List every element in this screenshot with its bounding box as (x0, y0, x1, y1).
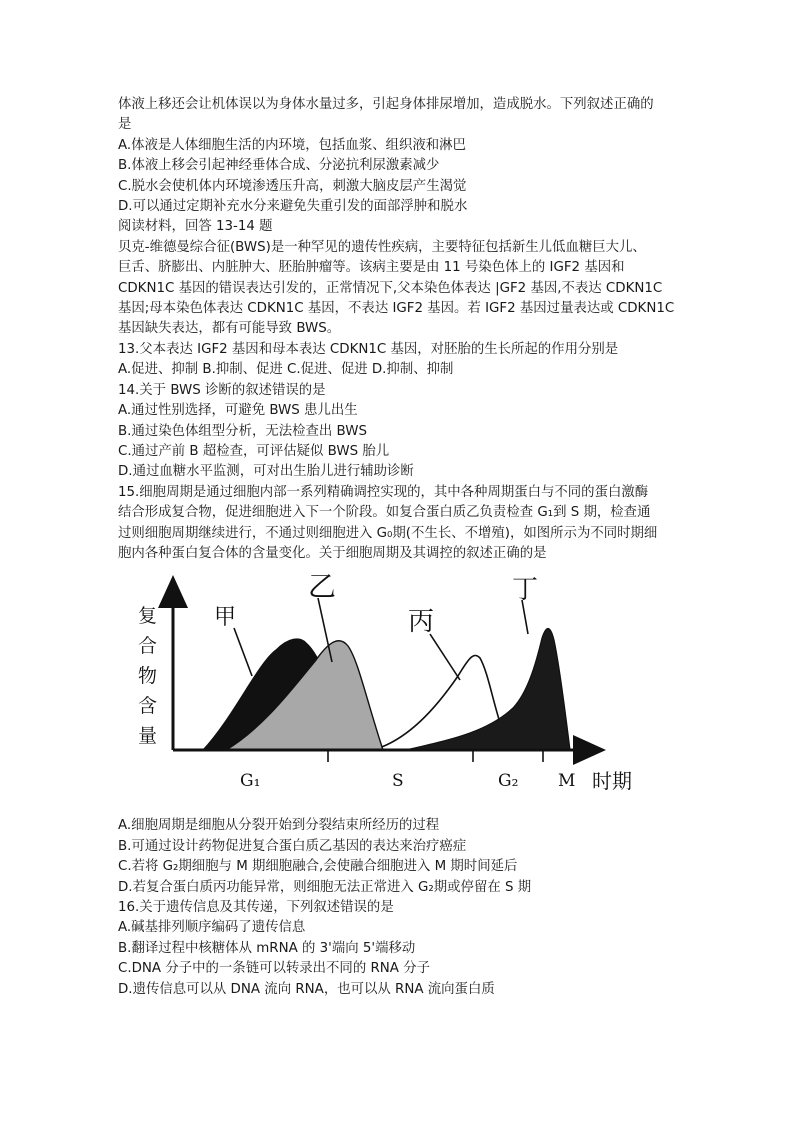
q15-option-a: A.细胞周期是细胞从分裂开始到分裂结束所经历的过程 (118, 818, 440, 834)
q14-stem: 14.关于 BWS 诊断的叙述错误的是 (118, 382, 326, 398)
q14-option-b: B.通过染色体组型分析，无法检查出 BWS (118, 423, 368, 439)
q14-option-a: A.通过性别选择，可避免 BWS 患儿出生 (118, 403, 358, 419)
reading-header: 阅读材料，回答 13-14 题 (118, 219, 273, 235)
y-axis-label-char: 复 (138, 605, 158, 628)
y-axis-label-char: 量 (138, 725, 158, 748)
intro-line: 体液上移还会让机体误以为身体水量过多，引起身体排尿增加，造成脱水。下列叙述正确的 (118, 97, 654, 112)
phase-label-s: S (392, 771, 404, 792)
exam-page (118, 95, 684, 1000)
q15-option-c: C.若将 G₂期细胞与 M 期细胞融合,会使融合细胞进入 M 期时间延后 (118, 859, 518, 875)
q15-option-b: B.可通过设计药物促进复合蛋白质乙基因的表达来治疗癌症 (118, 838, 467, 854)
leader-bing-1 (430, 634, 460, 680)
material-line: 贝克-维德曼综合征(BWS)是一种罕见的遗传性疾病，主要特征包括新生儿低血糖巨大儿、 (118, 239, 646, 255)
q16-option-a: A.碱基排列顺序编码了遗传信息 (118, 920, 306, 936)
q12-option-a: A.体液是人体细胞生活的内环境，包括血浆、组织液和淋巴 (118, 137, 466, 153)
q12-option-b: B.体液上移会引起神经垂体合成、分泌抗利尿激素减少 (118, 158, 440, 174)
q13-stem: 13.父本表达 IGF2 基因和母本表达 CDKN1C 基因，对胚胎的生长所起的作用分别是 (118, 341, 619, 357)
q15-option-d: D.若复合蛋白质丙功能异常，则细胞无法正常进入 G₂期或停留在 S 期 (118, 879, 532, 895)
y-axis-label-char: 合 (138, 635, 158, 658)
q16-stem: 16.关于遗传信息及其传递，下列叙述错误的是 (118, 899, 394, 915)
q16-option-c: C.DNA 分子中的一条链可以转录出不同的 RNA 分子 (118, 961, 430, 977)
q15-stem-line: 胞内各种蛋白复合体的含量变化。关于细胞周期及其调控的叙述正确的是 (118, 545, 547, 561)
phase-label-g1: G₁ (240, 771, 261, 792)
q13-options: A.促进、抑制 B.抑制、促进 C.促进、促进 D.抑制、抑制 (118, 362, 454, 378)
curve-label-jia: 甲 (214, 605, 237, 631)
q16-option-b: B.翻译过程中核糖体从 mRNA 的 3'端向 5'端移动 (118, 940, 416, 956)
q15-stem-line: 结合形成复合物，促进细胞进入下一个阶段。如复合蛋白质乙负责检查 G₁到 S 期，检查通 (118, 505, 651, 521)
q14-option-c: C.通过产前 B 超检查，可评估疑似 BWS 胎儿 (118, 443, 390, 459)
q15-stem-line: 过则细胞周期继续进行，不通过则细胞进入 G₀期(不生长、不增殖)，如图所示为不同时期细 (118, 525, 658, 541)
cell-cycle-figure (118, 568, 684, 810)
material-line: 基因;母本染色体表达 CDKN1C 基因，不表达 IGF2 基因。若 IGF2 基因过量表达或 CDKN1C (118, 301, 675, 317)
q14-option-d: D.通过血糖水平监测，可对出生胎儿进行辅助诊断 (118, 464, 414, 480)
phase-label-g2: G₂ (498, 771, 519, 792)
material-line: 巨舌、脐膨出、内脏肿大、胚胎肿瘤等。该病主要是由 11 号染色体上的 IGF2 基因和 (118, 260, 625, 276)
q12-option-c: C.脱水会使机体内环境渗透压升高，刺激大脑皮层产生渴觉 (118, 178, 467, 194)
y-axis-label (138, 605, 157, 747)
leader-ding (522, 600, 528, 634)
y-axis-label-char: 物 (138, 665, 158, 688)
leader-jia (234, 628, 252, 676)
x-axis-label: 时期 (592, 769, 632, 794)
curve-label-ding: 丁 (512, 575, 539, 606)
q16-option-d: D.遗传信息可以从 DNA 流向 RNA，也可以从 RNA 流向蛋白质 (118, 981, 495, 997)
cell-cycle-diagram (118, 568, 684, 810)
phase-label-m: M (558, 771, 576, 792)
material-line: CDKN1C 基因的错误表达引发的，正常情况下,父本染色体表达 |GF2 基因,不表达 CDKN1C (118, 280, 663, 296)
q15-stem-line: 15.细胞周期是通过细胞内部一系列精确调控实现的，其中各种周期蛋白与不同的蛋白激酶 (118, 484, 649, 500)
material-line: 基因缺失表达，都有可能导致 BWS。 (118, 321, 341, 337)
intro-line: 是 (118, 117, 132, 133)
curve-label-yi: 乙 (308, 570, 337, 604)
curve-label-bing: 丙 (408, 607, 435, 638)
y-axis-label-char: 含 (138, 695, 158, 718)
q12-option-d: D.可以通过定期补充水分来避免失重引发的面部浮肿和脱水 (118, 199, 468, 215)
